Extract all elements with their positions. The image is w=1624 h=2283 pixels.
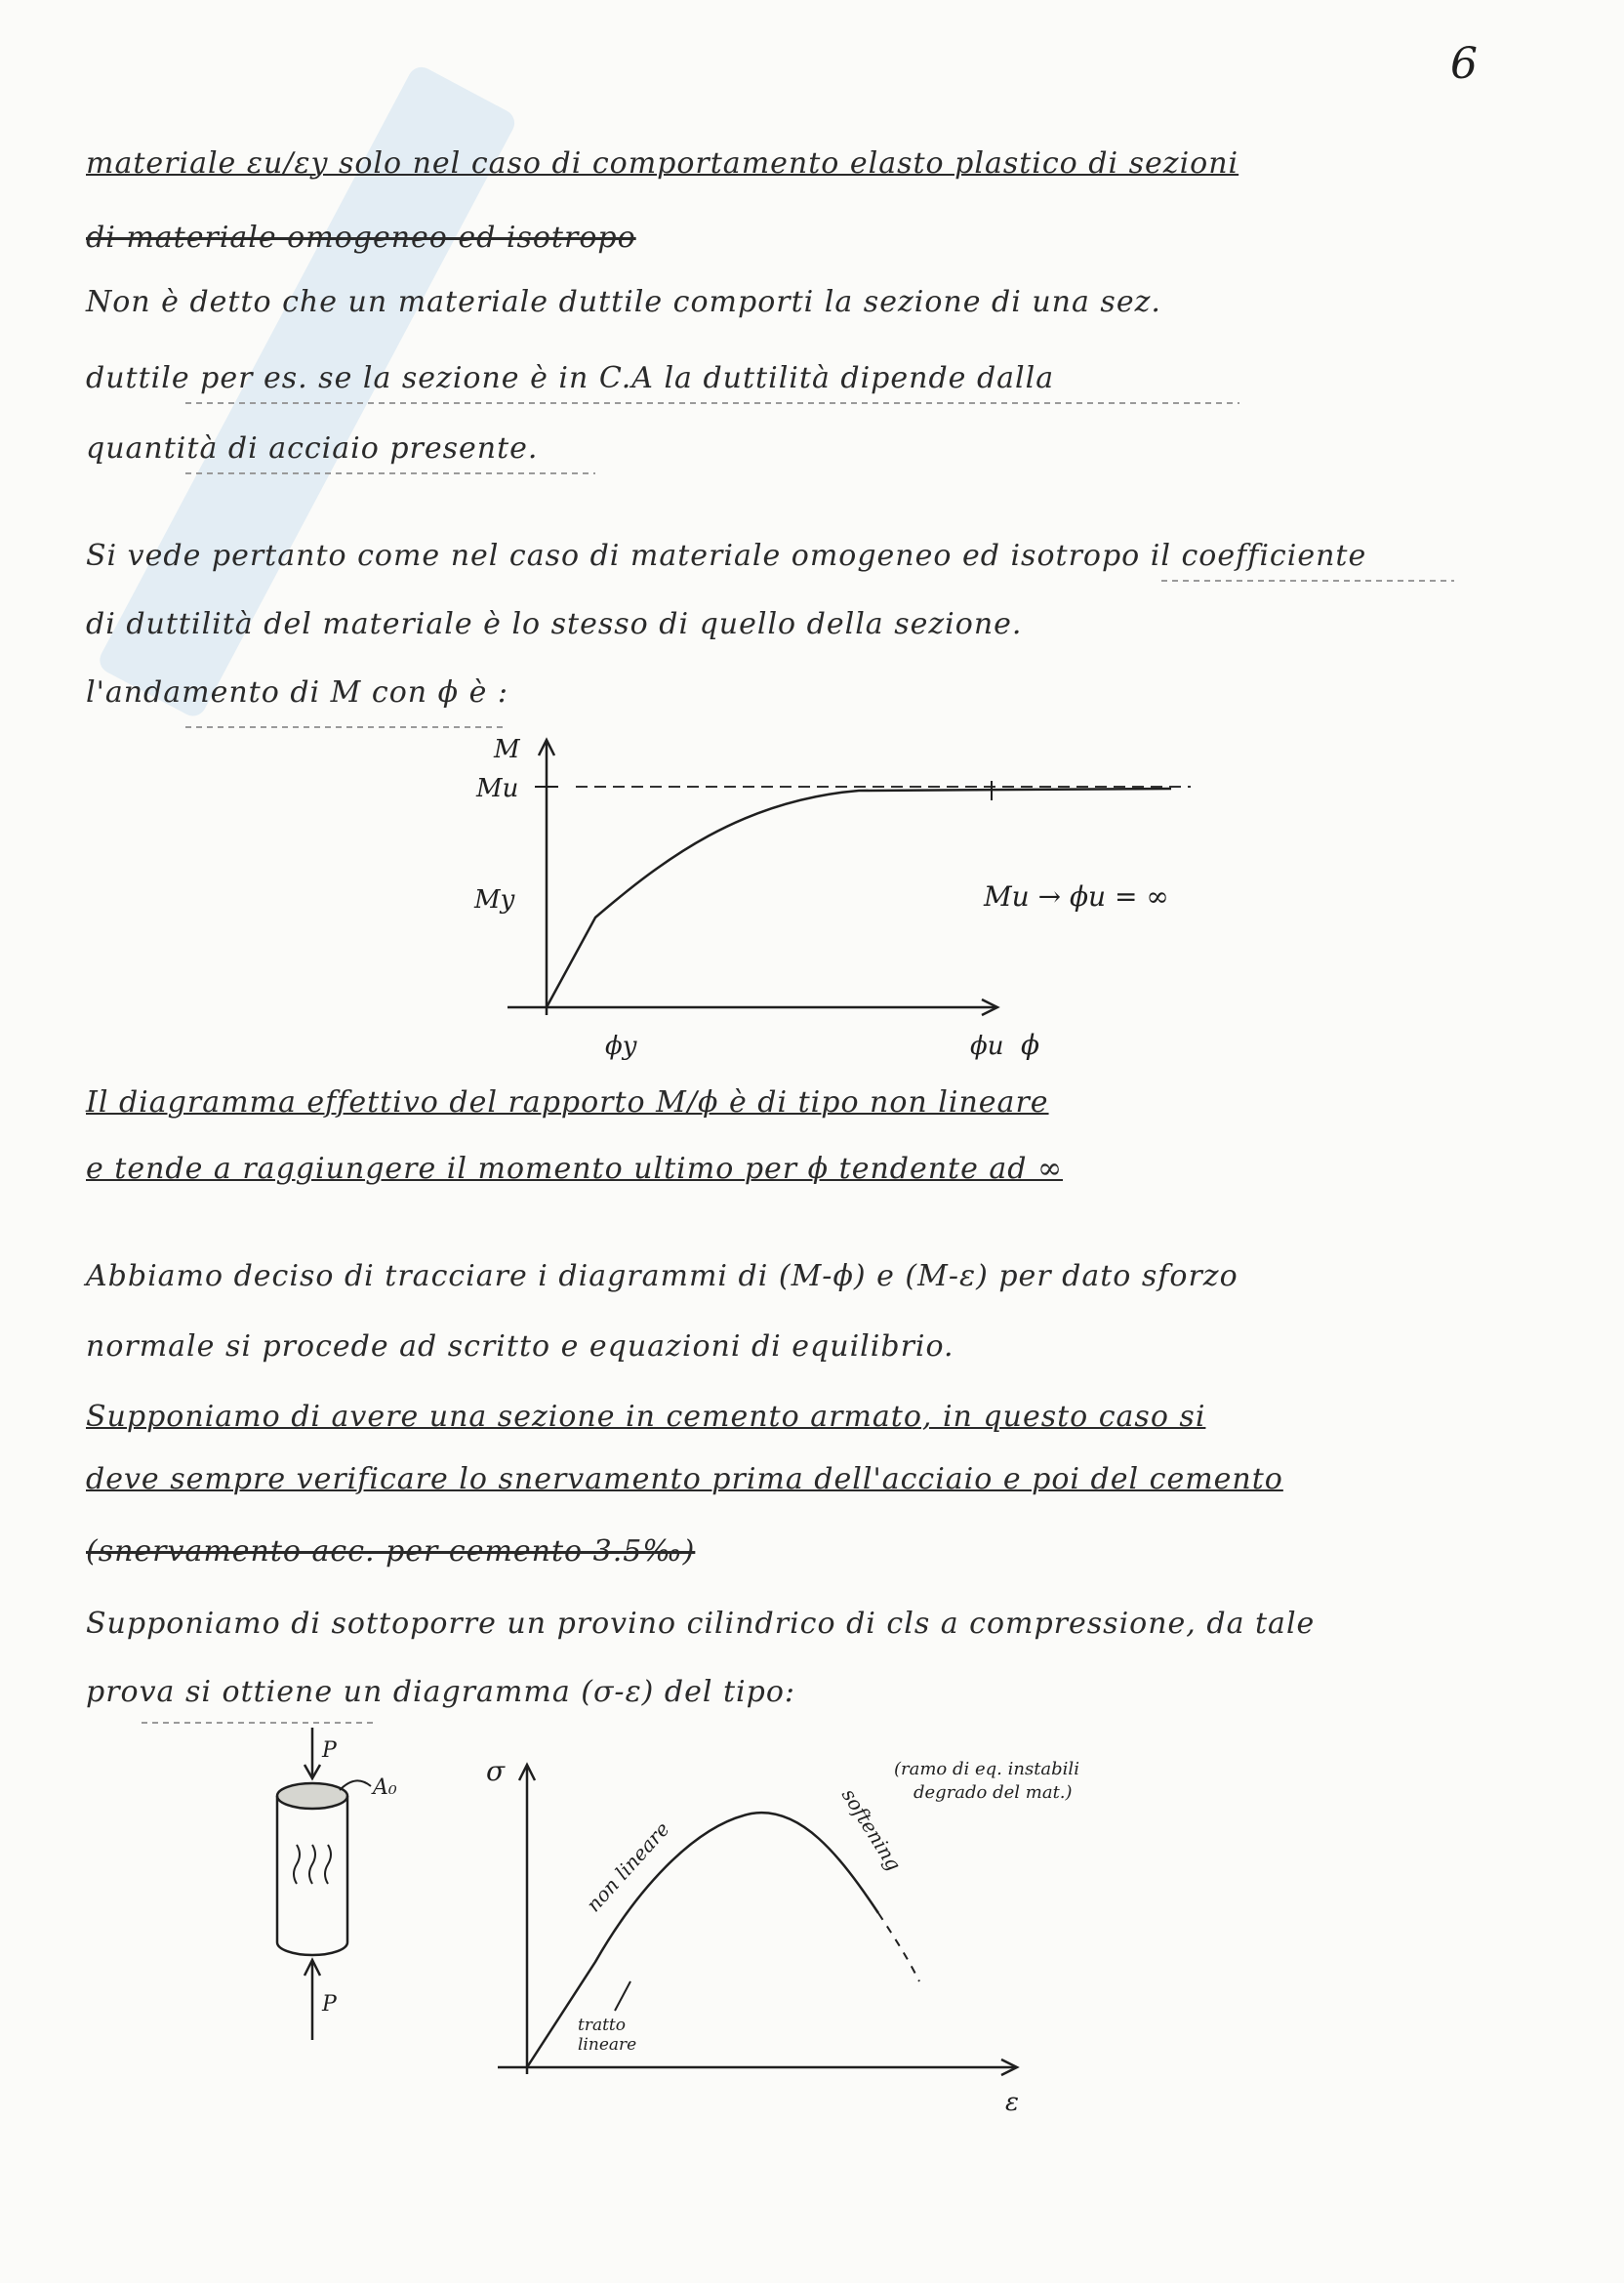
phi-axis-label: ϕ — [1021, 1029, 1040, 1061]
note-line-17: prova si ottiene un diagramma (σ-ε) del tipo: — [86, 1675, 796, 1709]
note-line-11: Abbiamo deciso di tracciare i diagrammi di (M-ϕ) e (M-ε) per dato sforzo — [86, 1259, 1238, 1293]
linear-label-1: tratto — [578, 2016, 626, 2035]
branch-note-1: (ramo di eq. instabili — [894, 1759, 1079, 1779]
mu-label: Mu — [476, 774, 519, 803]
my-label: My — [474, 885, 515, 915]
note-line-14: deve sempre verificare lo snervamento prima dell'acciaio e poi del cemento — [86, 1462, 1283, 1496]
note-line-2: di materiale omogeneo ed isotropo — [86, 221, 636, 255]
page-number: 6 — [1450, 39, 1478, 89]
area-leader — [340, 1780, 371, 1790]
cylinder-bottom — [277, 1942, 347, 1955]
note-line-8: l'andamento di M con ϕ è : — [86, 675, 509, 710]
cylinder-specimen — [224, 1718, 420, 2040]
dotted-trace — [1161, 580, 1454, 582]
load-label-bottom: P — [322, 1992, 337, 2017]
load-label-top: P — [322, 1738, 337, 1763]
crack-mark-2 — [309, 1845, 315, 1884]
nonlinear-label: non lineare — [581, 1816, 674, 1917]
phiu-label: ϕu — [970, 1032, 1004, 1061]
linear-leader — [615, 1981, 630, 2011]
note-line-9: Il diagramma effettivo del rapporto M/ϕ è di tipo non lineare — [86, 1085, 1049, 1120]
softening-label: softening — [836, 1783, 907, 1875]
m-axis-label: M — [494, 735, 520, 764]
note-line-15: (snervamento acc. per cemento 3.5‰) — [86, 1534, 696, 1569]
note-line-16: Supponiamo di sottoporre un provino cilindrico di cls a compressione, da tale — [86, 1607, 1316, 1641]
note-line-10: e tende a raggiungere il momento ultimo per ϕ tendente ad ∞ — [86, 1152, 1064, 1186]
linear-label-2: lineare — [578, 2035, 637, 2055]
note-line-7: di duttilità del materiale è lo stesso di quello della sezione. — [86, 607, 1023, 641]
stress-strain-diagram — [468, 1747, 1210, 2118]
crack-mark-1 — [294, 1845, 300, 1884]
epsilon-axis-label: ε — [1005, 2088, 1019, 2117]
branch-note-2: degrado del mat.) — [914, 1782, 1073, 1803]
moment-curvature-diagram — [449, 722, 1522, 1074]
note-line-3: Non è detto che un materiale duttile comporti la sezione di una sez. — [86, 285, 1161, 319]
crack-mark-3 — [325, 1845, 331, 1884]
mu-phiu-note: Mu → ϕu = ∞ — [984, 880, 1169, 913]
dotted-trace — [185, 472, 595, 474]
note-line-1: materiale εu/εy solo nel caso di comportamento elasto plastico di sezioni — [86, 146, 1239, 181]
sigma-axis-label: σ — [486, 1755, 506, 1787]
cylinder-top — [277, 1783, 347, 1809]
note-line-13: Supponiamo di avere una sezione in cemento armato, in questo caso si — [86, 1400, 1206, 1434]
phiy-label: ϕy — [605, 1032, 637, 1061]
dotted-trace — [185, 402, 1239, 404]
note-line-4: duttile per es. se la sezione è in C.A la duttilità dipende dalla — [86, 361, 1055, 395]
note-line-12: normale si procede ad scritto e equazioni di equilibrio. — [86, 1329, 954, 1364]
note-line-6: Si vede pertanto come nel caso di materiale omogeneo ed isotropo il coefficiente — [86, 539, 1367, 573]
area-label: A₀ — [373, 1775, 397, 1800]
softening-tail — [878, 1913, 919, 1981]
note-line-5: quantità di acciaio presente. — [86, 431, 539, 466]
